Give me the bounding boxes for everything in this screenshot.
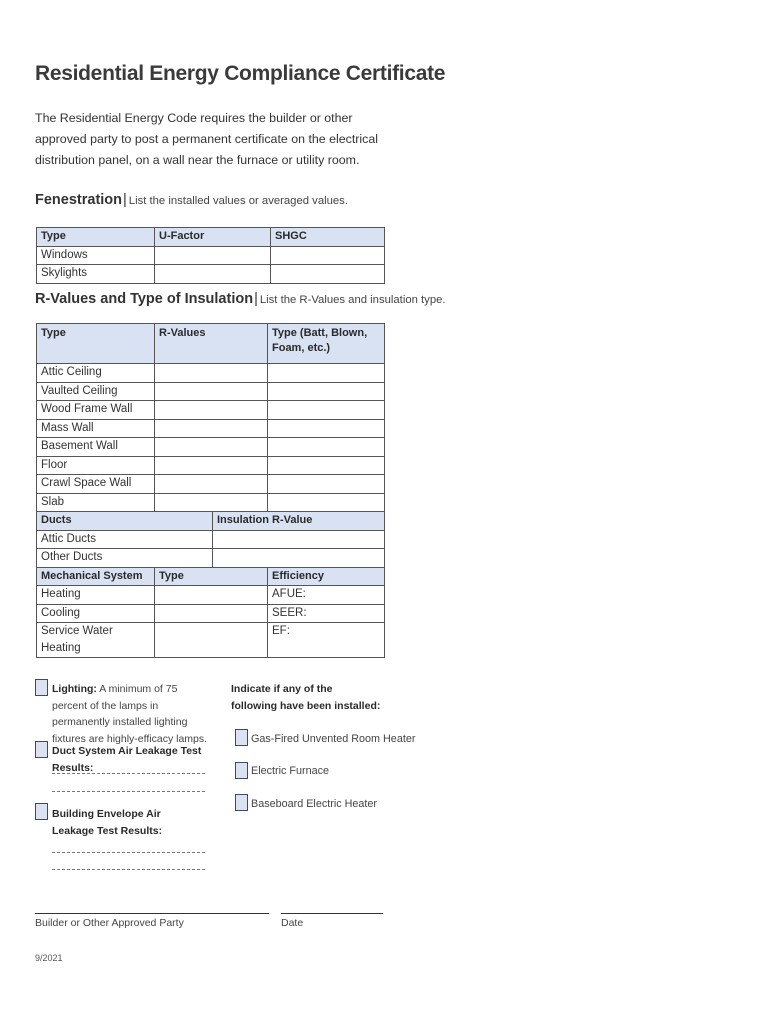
row-label-skylights: Skylights <box>37 265 155 284</box>
date-line[interactable] <box>281 913 383 914</box>
table-row <box>37 549 385 568</box>
cooling-efficiency-field[interactable]: SEER: <box>268 604 385 623</box>
lighting-checkbox[interactable] <box>35 679 48 696</box>
skylights-shgc-field[interactable] <box>271 265 385 284</box>
row-label-heating: Heating <box>37 586 155 605</box>
date-label: Date <box>281 917 304 929</box>
page-title: Residential Energy Compliance Certificate <box>35 62 446 85</box>
table-row <box>37 401 385 420</box>
slab-rvalue-field[interactable] <box>155 493 268 512</box>
gas-heater-label: Gas-Fired Unvented Room Heater <box>251 733 416 745</box>
row-label-service-water-heating: Service Water Heating <box>37 623 155 658</box>
water-heating-efficiency-field[interactable]: EF: <box>268 623 385 658</box>
duct-leakage-checkbox[interactable] <box>35 741 48 758</box>
table-row <box>37 604 385 623</box>
mechanical-col-system: Mechanical System <box>37 567 155 586</box>
insulation-subtitle: List the R-Values and insulation type. <box>259 294 446 306</box>
table-row <box>37 364 385 383</box>
envelope-leakage-result-line-1[interactable] <box>52 852 205 853</box>
electric-furnace-checkbox[interactable] <box>235 762 248 779</box>
heating-efficiency-field[interactable]: AFUE: <box>268 586 385 605</box>
windows-shgc-field[interactable] <box>271 246 385 265</box>
water-heating-type-field[interactable] <box>155 623 268 658</box>
row-label-attic-ducts: Attic Ducts <box>37 530 213 549</box>
attic-ceiling-type-field[interactable] <box>268 364 385 383</box>
insulation-title: R-Values and Type of Insulation <box>35 291 254 307</box>
row-label-crawl-space-wall: Crawl Space Wall <box>37 475 155 494</box>
table-row <box>37 623 385 658</box>
table-row <box>37 419 385 438</box>
baseboard-heater-checkbox[interactable] <box>235 794 248 811</box>
table-row <box>37 438 385 457</box>
ducts-col-ducts: Ducts <box>37 512 213 531</box>
fenestration-col-shgc: SHGC <box>271 228 385 247</box>
table-row <box>37 530 385 549</box>
row-label-vaulted-ceiling: Vaulted Ceiling <box>37 382 155 401</box>
heating-type-field[interactable] <box>155 586 268 605</box>
insulation-heading <box>35 291 446 307</box>
fenestration-col-type: Type <box>37 228 155 247</box>
windows-ufactor-field[interactable] <box>155 246 271 265</box>
insulation-col-rvalues: R-Values <box>155 324 268 364</box>
row-label-slab: Slab <box>37 493 155 512</box>
intro-paragraph: The Residential Energy Code requires the builder or other approved party to post a permanent certificate on the electrical distribution panel, on a wall near the furnace or utility room. <box>35 111 378 167</box>
baseboard-heater-label: Baseboard Electric Heater <box>251 798 378 810</box>
fenestration-table <box>36 227 385 284</box>
envelope-leakage-checkbox[interactable] <box>35 803 48 820</box>
duct-leakage-result-line-2[interactable] <box>52 791 205 792</box>
fenestration-title: Fenestration <box>35 192 123 208</box>
basement-wall-type-field[interactable] <box>268 438 385 457</box>
revision-date: 9/2021 <box>35 953 63 963</box>
mass-wall-rvalue-field[interactable] <box>155 419 268 438</box>
gas-heater-checkbox[interactable] <box>235 729 248 746</box>
table-row <box>37 246 385 265</box>
basement-wall-rvalue-field[interactable] <box>155 438 268 457</box>
lighting-text: A minimum of 75 percent of the lamps in permanently installed lighting fixtures are highly-efficacy lamps. <box>52 683 208 745</box>
table-row <box>37 586 385 605</box>
fenestration-col-ufactor: U-Factor <box>155 228 271 247</box>
builder-signature-line[interactable] <box>35 913 269 914</box>
duct-leakage-statement <box>52 743 210 776</box>
envelope-leakage-label: Building Envelope Air Leakage Test Results: <box>52 808 163 837</box>
envelope-leakage-result-line-2[interactable] <box>52 869 205 870</box>
attic-ceiling-rvalue-field[interactable] <box>155 364 268 383</box>
fenestration-subtitle: List the installed values or averaged values. <box>128 195 348 207</box>
wood-frame-wall-type-field[interactable] <box>268 401 385 420</box>
lighting-statement <box>52 681 212 747</box>
table-row <box>37 265 385 284</box>
fenestration-separator: | <box>123 192 127 208</box>
attic-ducts-rvalue-field[interactable] <box>213 530 385 549</box>
row-label-other-ducts: Other Ducts <box>37 549 213 568</box>
row-label-attic-ceiling: Attic Ceiling <box>37 364 155 383</box>
duct-leakage-result-line-1[interactable] <box>52 773 205 774</box>
row-label-basement-wall: Basement Wall <box>37 438 155 457</box>
insulation-table <box>36 323 385 658</box>
table-row <box>37 382 385 401</box>
mechanical-col-efficiency: Efficiency <box>268 567 385 586</box>
slab-type-field[interactable] <box>268 493 385 512</box>
vaulted-ceiling-type-field[interactable] <box>268 382 385 401</box>
wood-frame-wall-rvalue-field[interactable] <box>155 401 268 420</box>
fenestration-heading <box>35 192 348 208</box>
row-label-cooling: Cooling <box>37 604 155 623</box>
row-label-wood-frame-wall: Wood Frame Wall <box>37 401 155 420</box>
floor-type-field[interactable] <box>268 456 385 475</box>
mechanical-col-type: Type <box>155 567 268 586</box>
insulation-col-type: Type <box>37 324 155 364</box>
builder-signature-label: Builder or Other Approved Party <box>35 917 184 929</box>
table-row <box>37 456 385 475</box>
crawl-space-wall-type-field[interactable] <box>268 475 385 494</box>
ducts-col-insulation: Insulation R-Value <box>213 512 385 531</box>
mass-wall-type-field[interactable] <box>268 419 385 438</box>
installed-heading: Indicate if any of the following have been installed: <box>231 683 381 712</box>
insulation-col-material: Type (Batt, Blown, Foam, etc.) <box>268 324 385 364</box>
lighting-label: Lighting: <box>52 683 97 695</box>
table-row <box>37 475 385 494</box>
vaulted-ceiling-rvalue-field[interactable] <box>155 382 268 401</box>
cooling-type-field[interactable] <box>155 604 268 623</box>
row-label-windows: Windows <box>37 246 155 265</box>
duct-leakage-label: Duct System Air Leakage Test Results: <box>52 745 202 774</box>
crawl-space-wall-rvalue-field[interactable] <box>155 475 268 494</box>
electric-furnace-label: Electric Furnace <box>251 765 330 777</box>
skylights-ufactor-field[interactable] <box>155 265 271 284</box>
table-row <box>37 493 385 512</box>
envelope-leakage-statement <box>52 806 202 839</box>
row-label-floor: Floor <box>37 456 155 475</box>
floor-rvalue-field[interactable] <box>155 456 268 475</box>
row-label-mass-wall: Mass Wall <box>37 419 155 438</box>
insulation-separator: | <box>254 291 258 307</box>
other-ducts-rvalue-field[interactable] <box>213 549 385 568</box>
